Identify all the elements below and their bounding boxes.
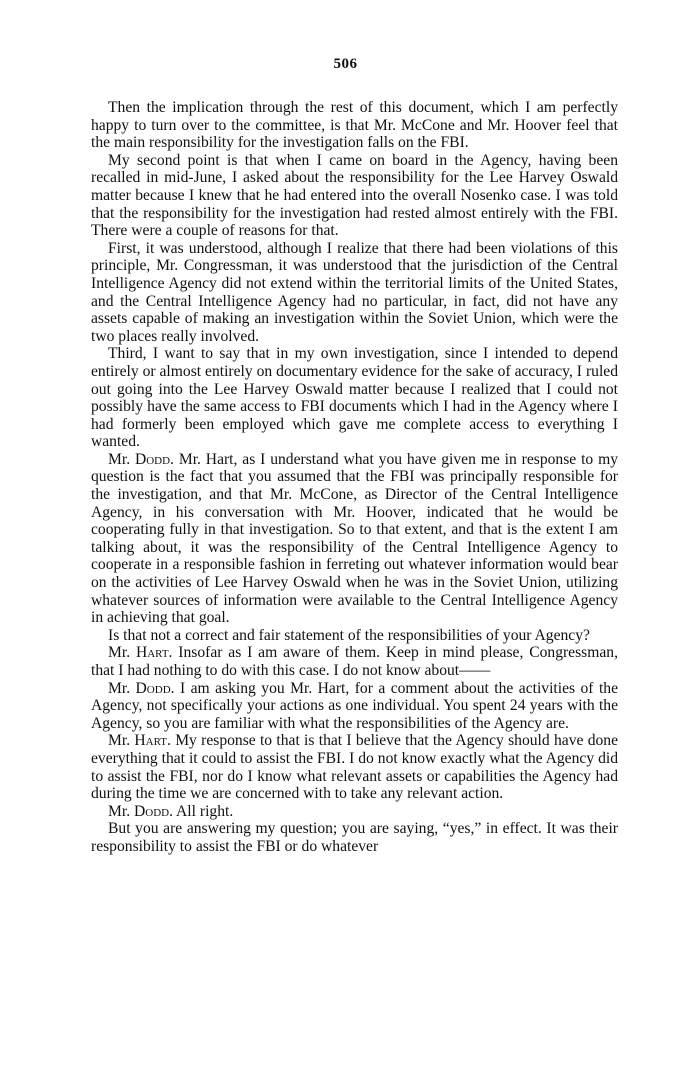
paragraph-text: Insofar as I am aware of them. Keep in mind please, Congressman, that I had nothing to do with this case. I do not know about——: [91, 644, 618, 679]
paragraph-text: All right.: [176, 802, 234, 820]
paragraph-text: Third, I want to say that in my own investigation, since I intended to depend entirely or almost entirely on documentary evidence for the sake of accuracy, I ruled out going into the Lee Harvey Oswald matter because I realized that I could not possibly have the same access to FBI documents which I had in the Agency where I had formerly been employed which gave me complete access to everything I wanted.: [91, 345, 618, 451]
paragraph: [91, 627, 618, 645]
speaker-label: Mr. Hart.: [108, 644, 173, 662]
page-number: 506: [333, 56, 358, 72]
body-text: [91, 99, 618, 856]
paragraph: [91, 680, 618, 733]
paragraph-text: Then the implication through the rest of this document, which I am perfectly happy to turn over to the committee, is that Mr. McCone and Mr. Hoover feel that the main responsibility for the investigation falls on the FBI.: [91, 99, 618, 152]
paragraph-text: My response to that is that I believe that the Agency should have done everything that it could to assist the FBI. I do not know exactly what the Agency did to assist the FBI, nor do I know what relevant assets or capabilities the Agency had during the time we are concerned with to take any relevant action.: [91, 732, 619, 803]
paragraph-text: Mr. Hart, as I understand what you have given me in response to my question is the fact that you assumed that the FBI was principally responsible for the investigation, and that Mr. McCone, as Director of the Central Intelligence Agency, in his conversation with Mr. Hoover, indicated that he would be cooperating fully in that investigation. So to that extent, and that is the extent I am talking about, it was the responsibility of the Central Intelligence Agency to cooperate in a responsible fashion in ferreting out whatever information would bear on the activities of Lee Harvey Oswald when he was in the Soviet Union, utilizing whatever sources of information were available to the Central Intelligence Agency in achieving that goal.: [91, 450, 618, 627]
paragraph: [91, 820, 618, 855]
paragraph: [91, 803, 618, 821]
paragraph: [91, 644, 618, 679]
paragraph: [91, 732, 618, 802]
paragraph: [91, 345, 618, 451]
paragraph-text: But you are answering my question; you are saying, “yes,” in effect. It was their responsibility to assist the FBI or do whatever: [91, 820, 618, 855]
speaker-label: Mr. Dodd.: [108, 450, 174, 468]
paragraph: [91, 240, 618, 346]
paragraph: [91, 99, 618, 152]
paragraph: [91, 451, 618, 627]
paragraph-text: Is that not a correct and fair statement of the responsibilities of your Agency?: [108, 626, 590, 644]
speaker-label: Mr. Dodd.: [108, 802, 173, 820]
paragraph-text: My second point is that when I came on board in the Agency, having been recalled in mid-June, I asked about the responsibility for the Lee Harvey Oswald matter because I knew that he had entered into the overall Nosenko case. I was told that the responsibility for the investigation had rested almost entirely with the FBI. There were a couple of reasons for that.: [91, 151, 618, 240]
speaker-label: Mr. Dodd.: [108, 679, 175, 697]
paragraph-text: First, it was understood, although I realize that there had been violations of this principle, Mr. Congressman, it was understood that the jurisdiction of the Central Intelligence Agency did not extend within the territorial limits of the United States, and the Central Intelligence Agency had no particular, in fact, did not have any assets capable of making an investigation within the Soviet Union, which were the two places really involved.: [91, 239, 618, 345]
speaker-label: Mr. Hart.: [108, 732, 171, 750]
paragraph: [91, 152, 618, 240]
paragraph-text: I am asking you Mr. Hart, for a comment about the activities of the Agency, not specifically your actions as one individual. You spent 24 years with the Agency, so you are familiar with what the responsibilities of the Agency are.: [91, 679, 618, 732]
